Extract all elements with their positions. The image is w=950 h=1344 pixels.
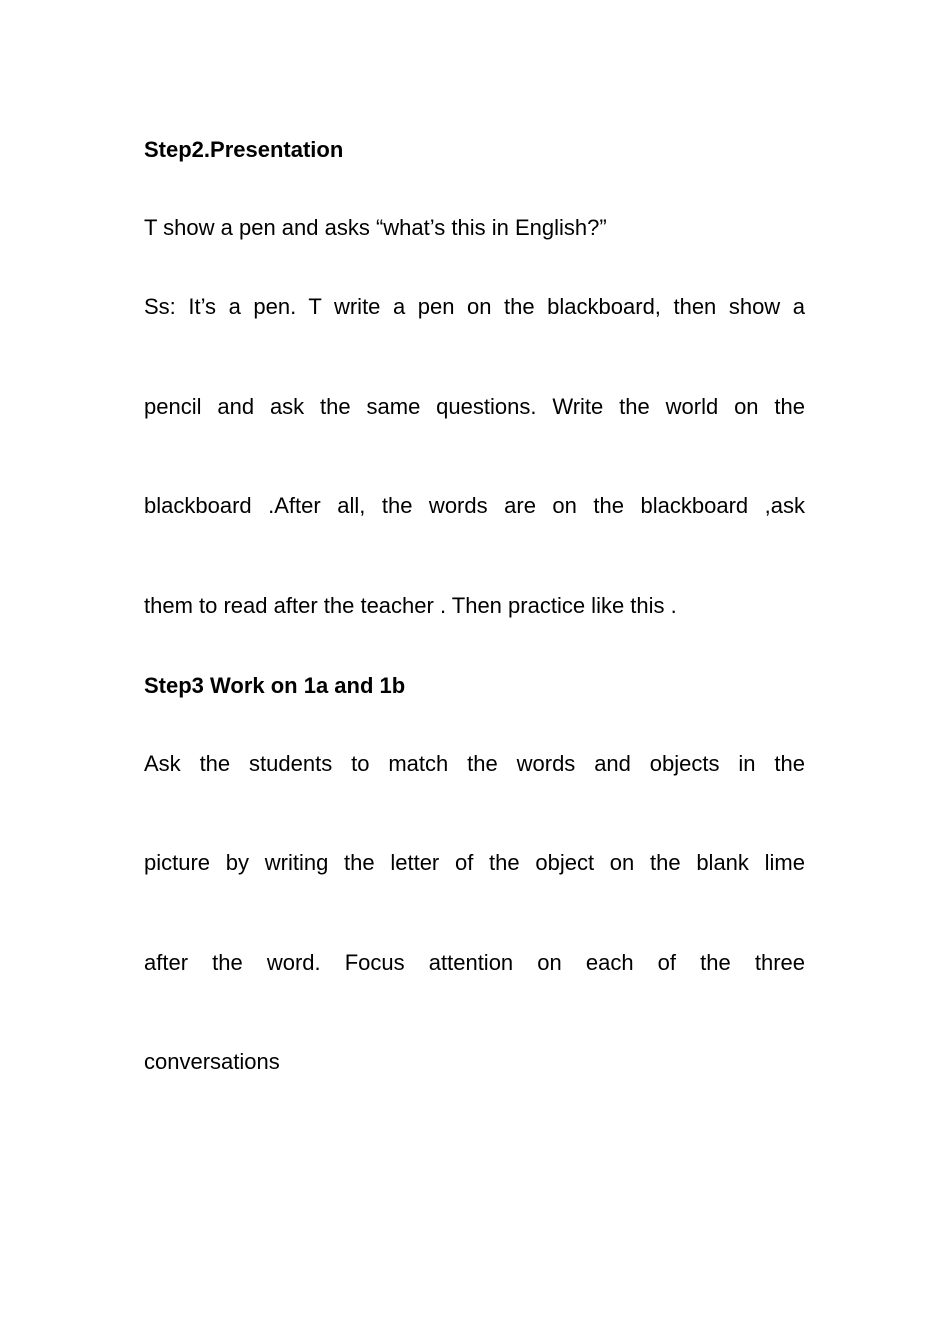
step2-line-3: pencil and ask the same questions. Write the world on the <box>144 394 805 419</box>
step2-line-1: T show a pen and asks “what’s this in English?” <box>144 215 607 240</box>
step3-heading: Step3 Work on 1a and 1b <box>144 673 406 698</box>
step2-line-4: blackboard .After all, the words are on the blackboard ,ask <box>144 493 805 518</box>
step2-heading: Step2.Presentation <box>144 137 344 162</box>
step2-line-2: Ss: It’s a pen. T write a pen on the blackboard, then show a <box>144 294 805 319</box>
step3-line-2: picture by writing the letter of the object on the blank lime <box>144 850 805 875</box>
step3-line-1: Ask the students to match the words and objects in the <box>144 751 805 776</box>
step3-line-3: after the word. Focus attention on each of the three <box>144 950 805 975</box>
step2-line-5: them to read after the teacher . Then practice like this . <box>144 593 677 618</box>
step3-line-4: conversations <box>144 1049 280 1074</box>
